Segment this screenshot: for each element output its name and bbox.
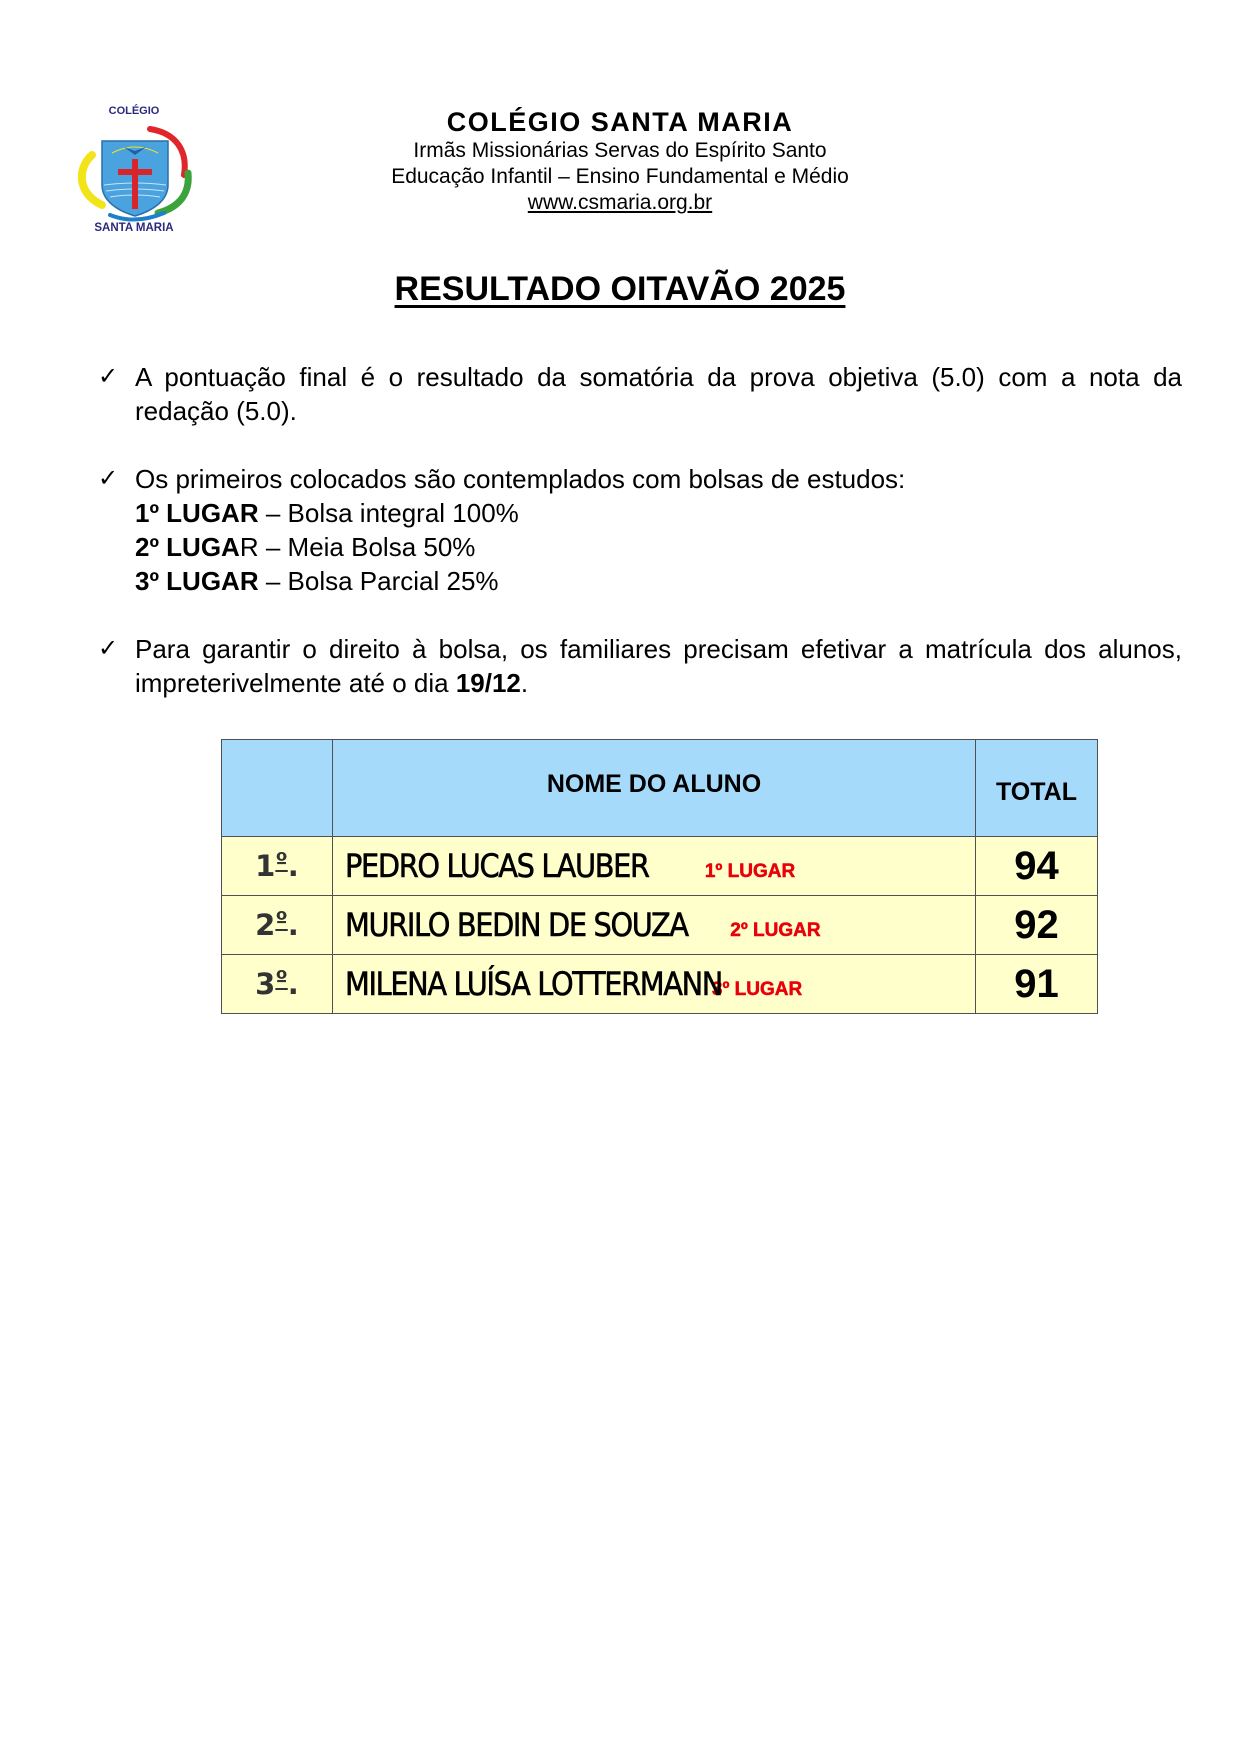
- prize-line-1: [135, 496, 1182, 530]
- bullet-text: Para garantir o direito à bolsa, os familiares precisam efetivar a matrícula dos alunos, impreterivelmente até o dia: [135, 634, 1182, 698]
- student-name: MILENA LUÍSA LOTTERMANN: [345, 965, 723, 1003]
- prize-description: – Bolsa integral 100%: [258, 498, 519, 528]
- table-header-row: [222, 740, 1098, 837]
- place-label: 2º LUGAR: [730, 920, 821, 941]
- rank-ordinal: º: [275, 849, 288, 874]
- rank-cell: [222, 837, 333, 896]
- total-score: 91: [976, 955, 1098, 1014]
- table-row: [222, 837, 1098, 896]
- bullet-score-info: [98, 360, 1182, 428]
- logo-top-text: COLÉGIO: [108, 105, 160, 117]
- bullet-text-end: .: [520, 668, 529, 698]
- header-total: TOTAL: [976, 740, 1098, 837]
- place-label: 3º LUGAR: [711, 979, 803, 1000]
- rank-cell: [222, 955, 333, 1014]
- document-title: RESULTADO OITAVÃO 2025: [394, 270, 846, 308]
- name-cell: [333, 955, 976, 1014]
- place-label: 1º LUGAR: [704, 861, 796, 882]
- table-row: [222, 955, 1098, 1014]
- bullet-enrollment-deadline: [98, 632, 1182, 700]
- logo-bottom-text: SANTA MARIA: [94, 222, 174, 233]
- header-rank: [222, 740, 333, 837]
- school-logo: [72, 103, 196, 233]
- school-header: [300, 106, 940, 216]
- deadline-date: 19/12: [455, 668, 521, 698]
- check-icon: ✓: [98, 635, 119, 662]
- rank-cell: [222, 896, 333, 955]
- name-cell: [333, 896, 976, 955]
- check-icon: ✓: [98, 363, 119, 390]
- total-score: 92: [976, 896, 1098, 955]
- prize-place: 3º LUGAR: [135, 566, 259, 596]
- school-name: COLÉGIO SANTA MARIA: [446, 107, 794, 137]
- prize-place-rest: R: [239, 532, 259, 562]
- prize-description: – Meia Bolsa 50%: [258, 532, 476, 562]
- prize-line-2: [135, 530, 1182, 564]
- info-bullets: [98, 360, 1182, 734]
- education-levels-line: Educação Infantil – Ensino Fundamental e Médio: [391, 165, 849, 188]
- website-link[interactable]: www.csmaria.org.br: [527, 191, 713, 214]
- rank-dot: .: [287, 908, 299, 942]
- school-crest-icon: [72, 103, 196, 233]
- table-row: [222, 896, 1098, 955]
- document-title-container: [0, 270, 1240, 309]
- check-icon: ✓: [98, 465, 119, 492]
- bullet-text: A pontuação final é o resultado da somatória da prova objetiva (5.0) com a nota da redação (5.0).: [135, 362, 1182, 426]
- student-name: PEDRO LUCAS LAUBER: [345, 847, 649, 885]
- bullet-scholarships: [98, 462, 1182, 598]
- rank-dot: .: [287, 967, 299, 1001]
- results-table: [221, 739, 1098, 1014]
- rank-number: 3: [255, 967, 276, 1001]
- congregation-line: Irmãs Missionárias Servas do Espírito Santo: [413, 139, 827, 162]
- prize-description: – Bolsa Parcial 25%: [258, 566, 499, 596]
- name-cell: [333, 837, 976, 896]
- prize-place: 2º LUGA: [135, 532, 240, 562]
- total-score: 94: [976, 837, 1098, 896]
- rank-ordinal: º: [275, 908, 288, 933]
- bullet-intro: Os primeiros colocados são contemplados com bolsas de estudos:: [135, 464, 906, 494]
- rank-number: 2: [255, 908, 276, 942]
- prize-line-3: [135, 564, 1182, 598]
- header-student-name: NOME DO ALUNO: [333, 740, 976, 837]
- rank-number: 1: [255, 849, 276, 883]
- rank-dot: .: [287, 849, 299, 883]
- prize-place: 1º LUGAR: [135, 498, 259, 528]
- student-name: MURILO BEDIN DE SOUZA: [345, 906, 688, 944]
- rank-ordinal: º: [275, 967, 288, 992]
